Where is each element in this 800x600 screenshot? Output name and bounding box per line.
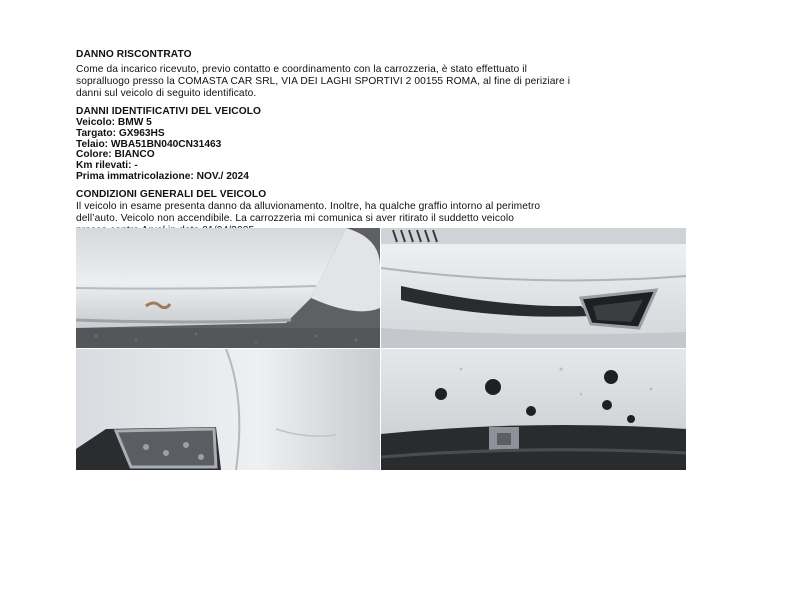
field-km: Km rilevati: - (76, 160, 138, 172)
section-title-danno: DANNO RISCONTRATO (76, 49, 192, 60)
condizioni-text-line-1: Il veicolo in esame presenta danno da alluvionamento. Inoltre, ha qualche graffio intorno al perimetro (76, 200, 541, 212)
photo-rear-bumper-scratch (76, 228, 380, 348)
field-immatricolazione: Prima immatricolazione: NOV./ 2024 (76, 170, 249, 182)
field-veicolo: Veicolo: BMW 5 (76, 117, 152, 128)
condizioni-text-line-2: dell’auto. Veicolo non accendibile. La carrozzeria mi comunica si aver ritirato il suddetto veicolo (76, 212, 514, 224)
section-title-identificativi: DANNI IDENTIFICATIVI DEL VEICOLO (76, 106, 262, 117)
field-targato: Targato: GX963HS (76, 127, 165, 139)
photo-side-panel-dent (76, 349, 380, 470)
danno-text-line-2: sopralluogo presso la COMASTA CAR SRL, VIA DEI LAGHI SPORTIVI 2 00155 ROMA, al fine di periziare i (76, 76, 571, 87)
photo-front-bumper-trim (381, 228, 686, 348)
damage-photo-grid (76, 228, 686, 470)
report-page (76, 49, 696, 237)
section-title-condizioni: CONDIZIONI GENERALI DEL VEICOLO (76, 188, 267, 200)
field-telaio: Telaio: WBA51BN040CN31463 (76, 138, 222, 150)
danno-text-line-1: Come da incarico ricevuto, previo contatto e coordinamento con la carrozzeria, è stato effettuato il (76, 64, 527, 75)
photo-hood-underside (381, 349, 686, 470)
danno-text-line-3: danni sul veicolo di seguito identificato. (76, 88, 257, 99)
field-colore: Colore: BIANCO (76, 149, 155, 161)
